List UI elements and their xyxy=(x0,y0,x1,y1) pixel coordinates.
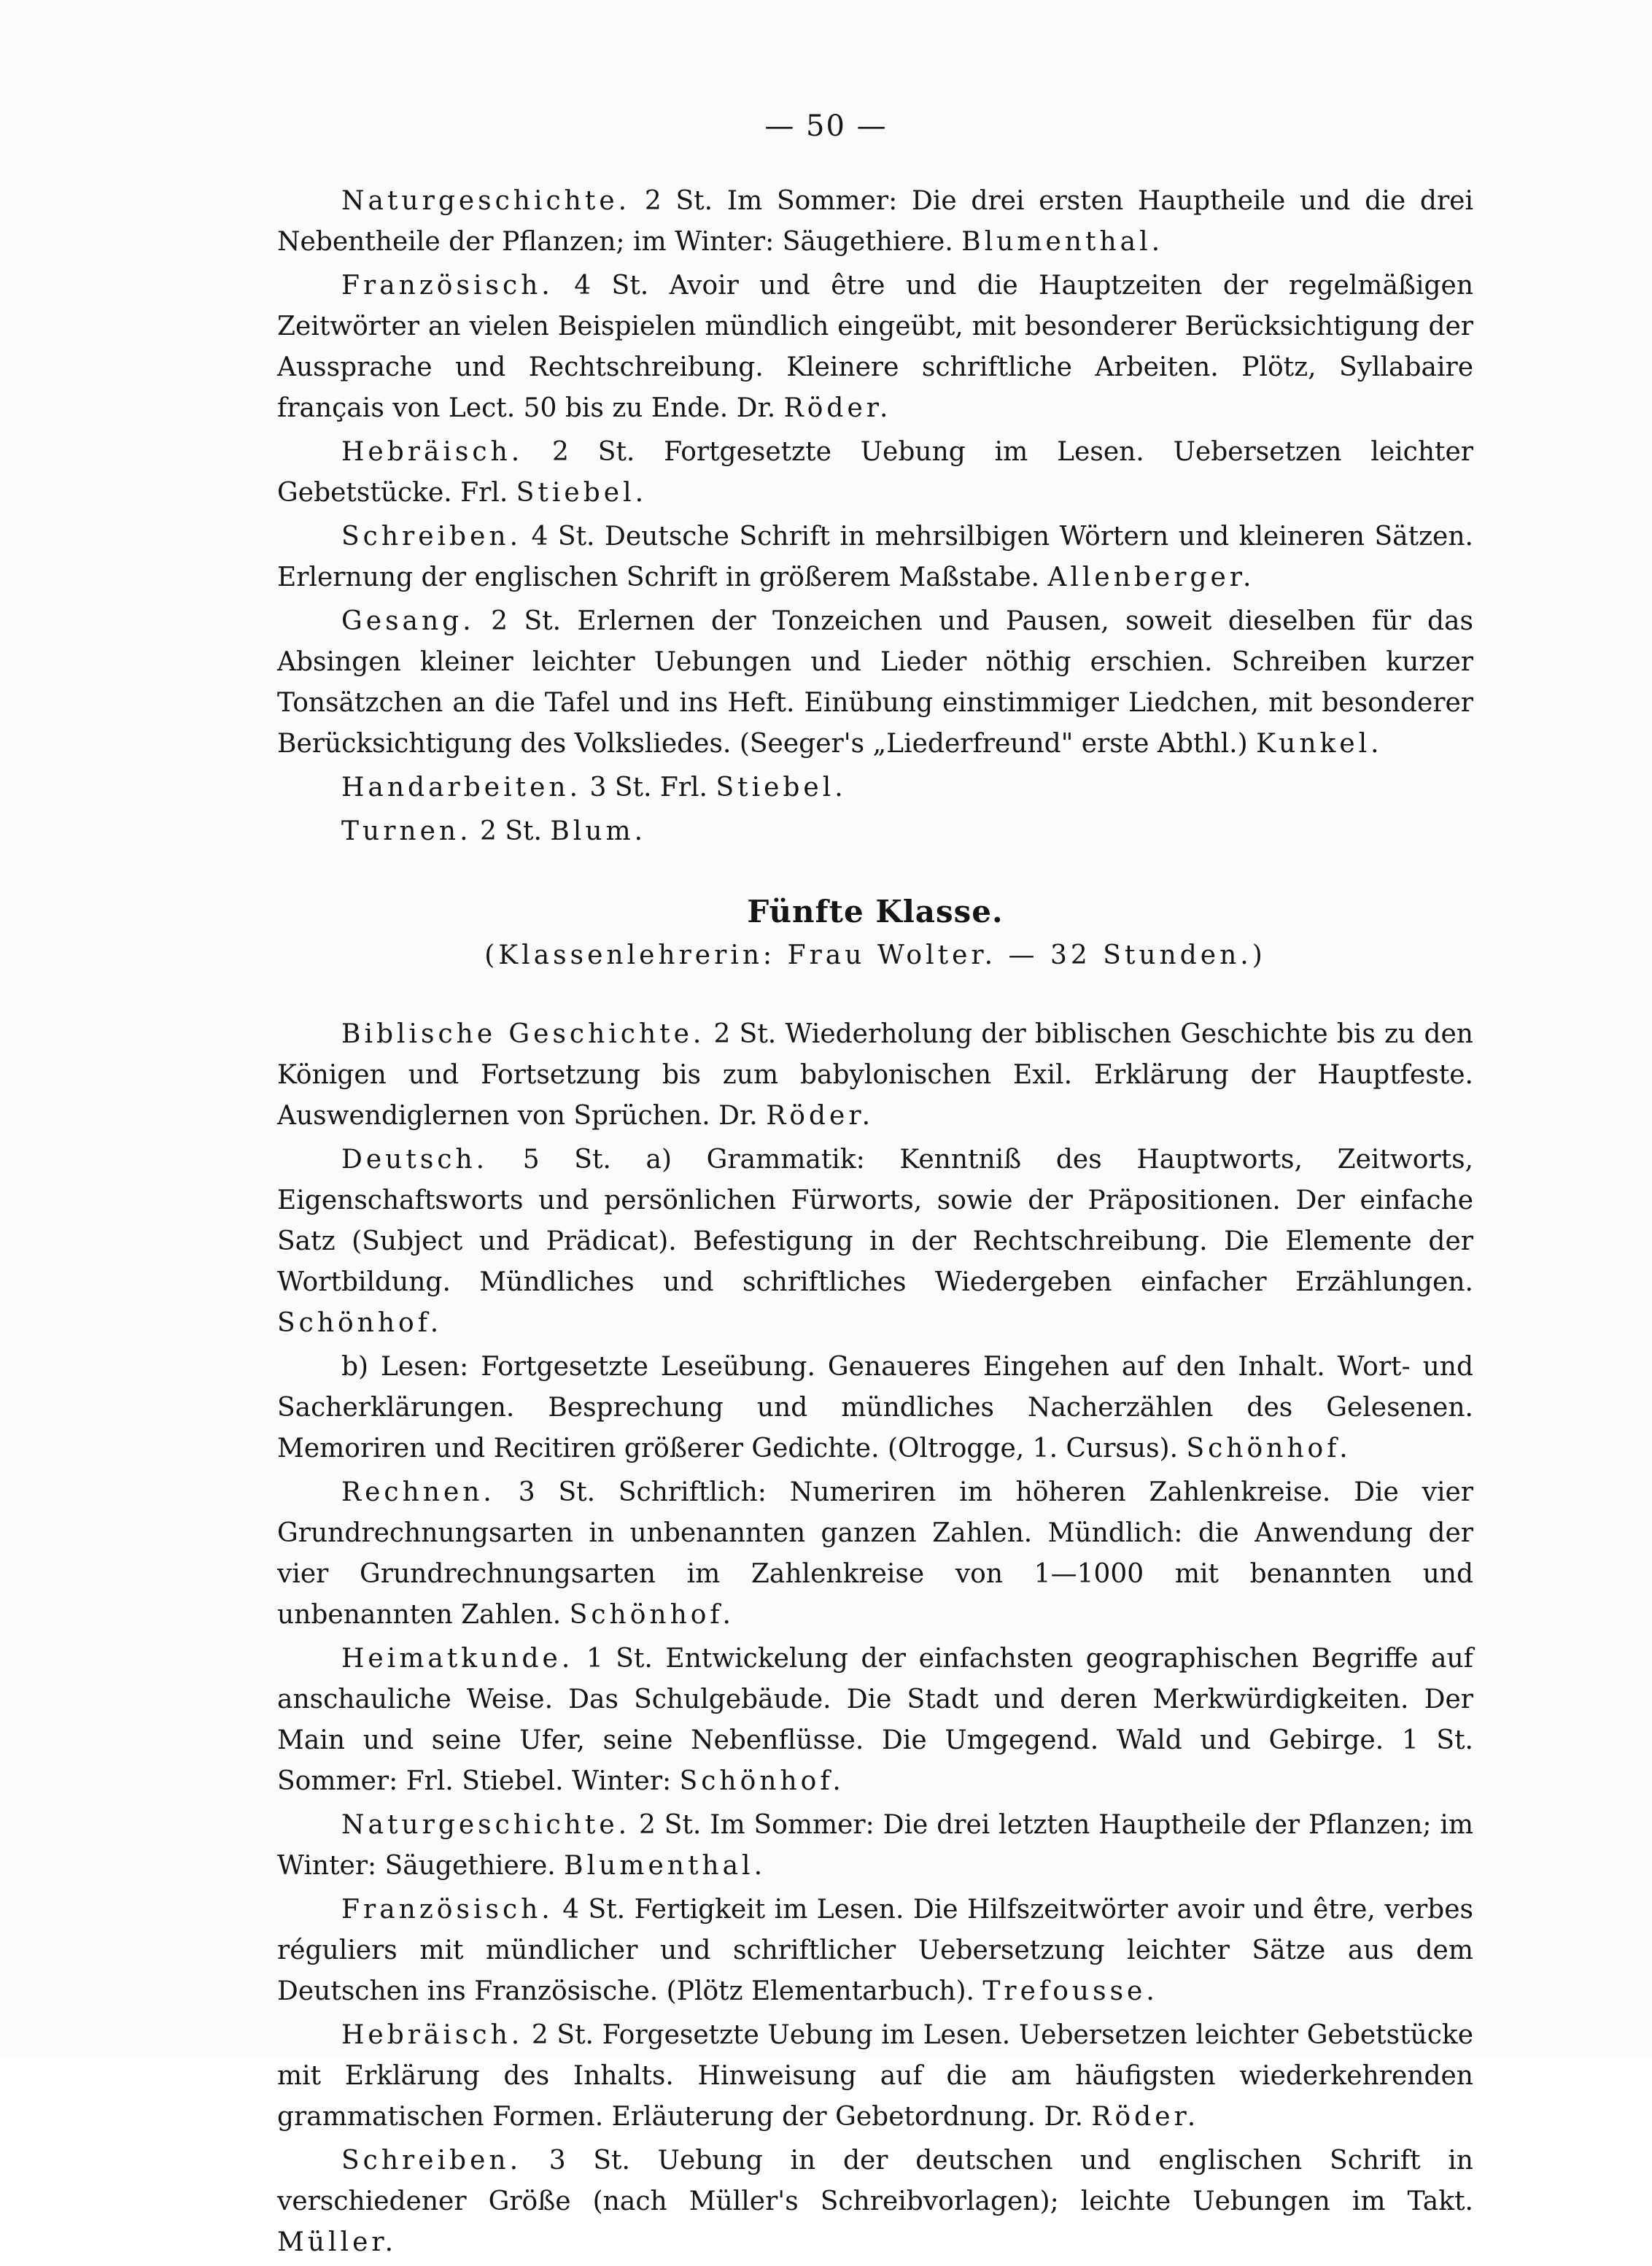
teacher-name: Röder. xyxy=(766,1101,875,1131)
section-subheading: (Klassenlehrerin: Frau Wolter. — 32 Stunden.) xyxy=(484,940,1266,970)
teacher-name: Stiebel. xyxy=(516,478,648,508)
paragraph-text: 2 St. Fortgesetzte Uebung im Lesen. Uebersetzen leichter Gebetstücke. Frl. xyxy=(277,437,1473,508)
teacher-name: Blumenthal. xyxy=(961,227,1164,257)
subject-label: Turnen. xyxy=(341,816,472,846)
subject-label: Handarbeiten. xyxy=(341,773,582,803)
paragraph-naturgeschichte-upper xyxy=(277,181,1473,263)
paragraph-text: 2 St. Wiederholung der biblischen Geschichte bis zu den Königen und Fortsetzung bis zum babylonischen Exil. Erklärung der Hauptfeste. Auswendiglernen von Sprüchen. Dr. xyxy=(277,1019,1473,1131)
subject-label: Naturgeschichte. xyxy=(341,1810,631,1840)
paragraph-text: 2 St. Im Sommer: Die drei letzten Hauptheile der Pflanzen; im Winter: Säugethiere. xyxy=(277,1810,1473,1881)
paragraph-hebraeisch-lower xyxy=(277,2015,1473,2138)
paragraph-handarbeiten-upper xyxy=(277,767,1473,808)
subject-label: Deutsch. xyxy=(341,1145,489,1175)
paragraph-text: b) Lesen: Fortgesetzte Leseübung. Genaueres Eingehen auf den Inhalt. Wort- und Sacherklärungen. Besprechung und mündliches Nacherzählen des Gelesenen. Memoriren und Recitiren größerer Gedichte. (Oltrogge, 1. Cursus). xyxy=(277,1352,1473,1463)
subject-label: Schreiben. xyxy=(341,2146,522,2176)
subject-label: Heimatkunde. xyxy=(341,1644,574,1674)
teacher-name: Kunkel. xyxy=(1256,729,1383,759)
paragraph-text: 4 St. Deutsche Schrift in mehrsilbigen Wörtern und kleineren Sätzen. Erlernung der englischen Schrift in größerem Maßstabe. xyxy=(277,522,1473,592)
paragraph-text: 4 St. Avoir und être und die Hauptzeiten der regelmäßigen Zeitwörter an vielen Beispielen mündlich eingeübt, mit besonderer Berücksichtigung der Aussprache und Rechtschreibung. Kleinere schriftliche Arbeiten. Plötz, Syllabaire français von Lect. 50 bis zu Ende. Dr. xyxy=(277,271,1473,423)
paragraph-biblische-geschichte xyxy=(277,1014,1473,1137)
paragraph-gesang-upper xyxy=(277,601,1473,765)
teacher-name: Stiebel. xyxy=(716,773,847,803)
teacher-name: Schönhof. xyxy=(569,1600,734,1630)
subject-label: Biblische Geschichte. xyxy=(341,1019,705,1049)
paragraph-text: 2 St. Forgesetzte Uebung im Lesen. Uebersetzen leichter Gebetstücke mit Erklärung des Inhalts. Hinweisung auf die am häufigsten wiederkehrenden grammatischen Formen. Erläuterung der Gebetordnung. Dr. xyxy=(277,2020,1473,2132)
paragraph-turnen-upper xyxy=(277,811,1473,852)
paragraph-text: 3 St. Schriftlich: Numeriren im höheren Zahlenkreise. Die vier Grundrechnungsarten in unbenannten ganzen Zahlen. Mündlich: die Anwendung der vier Grundrechnungsarten im Zahlenkreise von 1—1000 mit benannten und unbenannten Zahlen. xyxy=(277,1477,1473,1630)
subject-label: Gesang. xyxy=(341,606,475,636)
paragraph-schreiben-lower xyxy=(277,2141,1473,2263)
subject-label: Hebräisch. xyxy=(341,2020,524,2050)
paragraph-text: 3 St. Uebung in der deutschen und englischen Schrift in verschiedener Größe (nach Müller's Schreibvorlagen); leichte Uebungen im Takt. xyxy=(277,2146,1473,2216)
paragraph-text: 4 St. Fertigkeit im Lesen. Die Hilfszeitwörter avoir und être, verbes réguliers mit mündlicher und schriftlicher Uebersetzung leichter Sätze aus dem Deutschen ins Französische. (Plötz Elementarbuch). xyxy=(277,1895,1473,2006)
teacher-name: Allenberger. xyxy=(1047,562,1255,592)
subject-label: Schreiben. xyxy=(341,522,522,552)
teacher-name: Schönhof. xyxy=(277,1308,443,1338)
teacher-name: Blumenthal. xyxy=(564,1851,767,1881)
subject-label: Naturgeschichte. xyxy=(341,186,631,216)
subject-label: Hebräisch. xyxy=(341,437,524,467)
paragraph-deutsch-lesen xyxy=(277,1347,1473,1469)
paragraph-rechnen xyxy=(277,1472,1473,1636)
page-number: — 50 — xyxy=(764,109,888,143)
teacher-name: Röder. xyxy=(783,393,892,423)
teacher-name: Blum. xyxy=(550,816,647,846)
subject-label: Französisch. xyxy=(341,271,554,301)
paragraph-naturgeschichte-lower xyxy=(277,1805,1473,1887)
paragraph-heimatkunde xyxy=(277,1639,1473,1802)
paragraph-text: 2 St. xyxy=(471,816,551,846)
paragraph-franzoesisch-upper xyxy=(277,266,1473,429)
paragraph-franzoesisch-lower xyxy=(277,1890,1473,2012)
paragraph-text: 1 St. Entwickelung der einfachsten geographischen Begriffe auf anschauliche Weise. Das Schulgebäude. Die Stadt und deren Merkwürdigkeiten. Der Main und seine Ufer, seine Nebenflüsse. Die Umgegend. Wald und Gebirge. 1 St. Sommer: Frl. Stiebel. Winter: xyxy=(277,1644,1473,1796)
subject-label: Französisch. xyxy=(341,1895,554,1925)
paragraph-text: 3 St. Frl. xyxy=(581,773,716,803)
subject-label: Rechnen. xyxy=(341,1477,495,1507)
paragraph-text: 2 St. Im Sommer: Die drei ersten Hauptheile und die drei Nebentheile der Pflanzen; im Winter: Säugethiere. xyxy=(277,186,1473,257)
paragraph-text: 5 St. a) Grammatik: Kenntniß des Hauptworts, Zeitworts, Eigenschaftsworts und persönlichen Fürworts, sowie der Präpositionen. Der einfache Satz (Subject und Prädicat). Befestigung in der Rechtschreibung. Die Elemente der Wortbildung. Mündliches und schriftliches Wiedergeben einfacher Erzählungen. xyxy=(277,1145,1473,1297)
teacher-name: Schönhof. xyxy=(679,1766,845,1796)
paragraph-schreiben-upper xyxy=(277,517,1473,598)
teacher-name: Schönhof. xyxy=(1186,1434,1352,1463)
teacher-name: Müller. xyxy=(277,2227,398,2257)
paragraph-text: 2 St. Erlernen der Tonzeichen und Pausen, soweit dieselben für das Absingen kleiner leichter Uebungen und Lieder nöthig erschien. Schreiben kurzer Tonsätzchen an die Tafel und ins Heft. Einübung einstimmiger Liedchen, mit besonderer Berücksichtigung des Volksliedes. (Seeger's „Liederfreund" erste Abthl.) xyxy=(277,606,1473,759)
teacher-name: Trefousse. xyxy=(982,1976,1158,2006)
paragraph-deutsch xyxy=(277,1140,1473,1344)
paragraph-hebraeisch-upper xyxy=(277,432,1473,514)
section-heading: Fünfte Klasse. xyxy=(747,894,1004,929)
teacher-name: Röder. xyxy=(1091,2102,1200,2132)
page-content xyxy=(277,181,1473,2266)
